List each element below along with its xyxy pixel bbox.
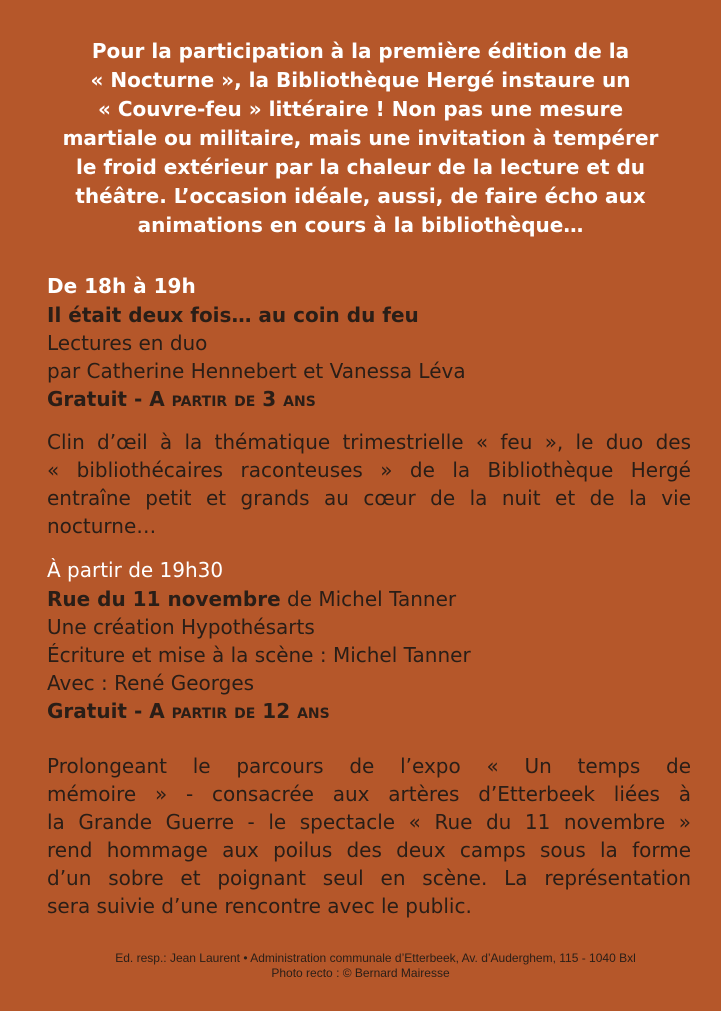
intro-line: théâtre. L’occasion idéale, aussi, de faire écho aux [75,184,646,208]
event2-price: Gratuit [47,699,127,723]
event2-description-line: Prolongeant le parcours de l’expo « Un temps de [47,754,691,778]
event1-time: De 18h à 19h [47,274,196,298]
event2-description-line: sera suivie d’une rencontre avec le public. [47,894,472,918]
event1-description [47,428,691,540]
event2-details [47,556,697,725]
event2-writing: Écriture et mise à la scène : Michel Tanner [47,643,471,667]
event2-age: A partir de 12 ans [149,699,330,723]
intro-line: animations en cours à la bibliothèque… [137,213,584,237]
event2-description-line: mémoire » - consacrée aux artères d’Etterbeek liées à [47,782,691,806]
intro-line: « Nocturne », la Bibliothèque Hergé instaure un [90,68,631,92]
event1-performers: par Catherine Hennebert et Vanessa Léva [47,359,466,383]
event1-description-line: Clin d’œil à la thématique trimestrielle « feu », le duo des [47,430,691,454]
event1-details [47,272,697,413]
footer-responsible: Ed. resp.: Jean Laurent • Administration communale d’Etterbeek, Av. d’Auderghem, 115 - 1040 Bxl [115,951,636,965]
event2-description-line: d’un sobre et poignant seul en scène. La représentation [47,866,691,890]
event2-description-line: la Grande Guerre - le spectacle « Rue du 11 novembre » [47,810,691,834]
intro-line: le froid extérieur par la chaleur de la lecture et du [75,155,646,179]
event1-title: Il était deux fois… au coin du feu [47,303,419,327]
event1-description-line: entraîne petit et grands au cœur de la nuit et de la vie [47,486,691,510]
intro-line: « Couvre-feu » littéraire ! Non pas une mesure [97,97,624,121]
event1-separator: - [127,387,150,411]
event2-time: À partir de 19h30 [47,558,224,582]
event1-description-line: « bibliothécaires raconteuses » de la Bibliothèque Hergé [47,458,691,482]
event2-description-line: rend hommage aux poilus des deux camps sous la forme [47,838,691,862]
event2-price-line [47,697,697,725]
intro-line: Pour la participation à la première édition de la [91,39,630,63]
event1-age: A partir de 3 ans [149,387,316,411]
event2-description [47,752,691,920]
footer-photo-credit: Photo recto : © Bernard Mairesse [271,966,450,980]
event2-separator: - [127,699,150,723]
footer [0,951,721,981]
event1-price: Gratuit [47,387,127,411]
event1-price-line [47,385,697,413]
event1-subtitle: Lectures en duo [47,331,208,355]
intro-line: martiale ou militaire, mais une invitation à tempérer [62,126,659,150]
event2-cast: Avec : René Georges [47,671,255,695]
event1-description-line: nocturne… [47,514,157,538]
event2-author: de Michel Tanner [280,587,457,611]
event2-title: Rue du 11 novembre [47,587,281,611]
intro-paragraph [40,37,681,240]
event2-creation: Une création Hypothésarts [47,615,315,639]
event2-title-line [47,585,697,613]
